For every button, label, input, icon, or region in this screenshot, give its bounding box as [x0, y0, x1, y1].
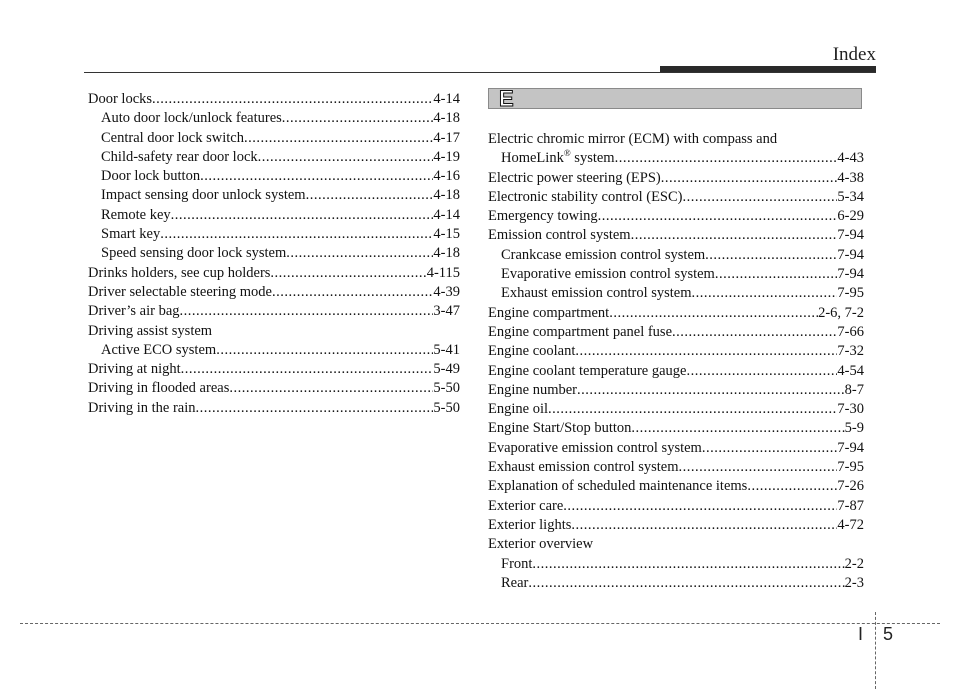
index-entry: [488, 458, 864, 477]
dot-leader: [631, 226, 838, 245]
dot-leader: [528, 574, 844, 593]
index-entry-text: Driver’s air bag: [88, 303, 180, 320]
index-entry: [88, 399, 460, 418]
section-letter-bar: [488, 88, 862, 109]
index-entry-page: 7-94: [837, 266, 864, 283]
section-letter: E: [499, 86, 514, 111]
index-entry-text: Evaporative emission control system: [488, 439, 702, 456]
footer-rule: [20, 623, 940, 624]
index-entry-text: Speed sensing door lock system: [101, 245, 287, 262]
dot-leader: [160, 225, 433, 244]
index-entry: [88, 109, 460, 128]
index-entry-page: 4-38: [837, 169, 864, 186]
index-entry-page: 4-39: [433, 283, 460, 300]
index-entry: [488, 130, 864, 149]
index-entry: [488, 555, 864, 574]
index-entry-page: 7-94: [837, 227, 864, 244]
index-entry-page: 4-18: [433, 110, 460, 127]
dot-leader: [705, 246, 837, 265]
dot-leader: [216, 341, 433, 360]
dot-leader: [571, 516, 837, 535]
index-entry-page: 4-18: [433, 187, 460, 204]
header-accent-bar: [660, 66, 876, 72]
footer-page-number: 5: [883, 624, 894, 644]
index-entry-text: Emission control system: [488, 227, 631, 244]
index-entry-page: 5-50: [433, 399, 460, 416]
index-entry: [88, 167, 460, 186]
registered-mark: ®: [563, 148, 571, 159]
index-entry-page: 4-43: [837, 150, 864, 167]
dot-leader: [286, 244, 433, 263]
index-entry: [488, 381, 864, 400]
index-entry: [488, 516, 864, 535]
index-entry-text: Evaporative emission control system: [501, 266, 715, 283]
index-entry-text: Engine compartment: [488, 304, 610, 321]
dot-leader: [282, 109, 434, 128]
index-entry-text: Central door lock switch: [101, 129, 244, 146]
dot-leader: [679, 458, 838, 477]
index-entry-page: 2-6, 7-2: [818, 304, 864, 321]
index-entry-text: Engine Start/Stop button: [488, 420, 632, 437]
index-entry-page: 7-32: [837, 343, 864, 360]
dot-leader: [306, 186, 434, 205]
index-entry-page: 4-115: [426, 264, 460, 281]
index-entry: [88, 379, 460, 398]
index-entry-text: Engine coolant temperature gauge: [488, 362, 687, 379]
index-entry-page: 2-2: [844, 555, 864, 572]
index-entry-text: Driving in the rain: [88, 399, 196, 416]
index-entry-page: 5-9: [844, 420, 864, 437]
index-right-column: [488, 130, 864, 593]
index-entry-text: Driving at night: [88, 361, 181, 378]
index-entry-page: 7-94: [837, 246, 864, 263]
index-entry-page: 7-30: [837, 401, 864, 418]
index-entry-text: Exterior lights: [488, 516, 572, 533]
index-entry: [488, 265, 864, 284]
index-entry-text: Exhaust emission control system: [501, 285, 692, 302]
index-entry-text: Emergency towing: [488, 208, 598, 225]
dot-leader: [661, 169, 838, 188]
dot-leader: [548, 400, 837, 419]
index-entry: [488, 535, 864, 554]
index-entry: [488, 226, 864, 245]
index-entry-text: Explanation of scheduled maintenance items: [488, 478, 748, 495]
dot-leader: [747, 477, 837, 496]
index-entry-text: Exhaust emission control system: [488, 459, 679, 476]
index-entry-text: Electric power steering (EPS): [488, 169, 661, 186]
index-entry: [488, 284, 864, 303]
index-entry-page: 6-29: [837, 208, 864, 225]
index-entry-text: Front: [501, 555, 533, 572]
index-entry: [88, 322, 460, 341]
index-entry-text: Door lock button: [101, 168, 201, 185]
index-entry-text: Child-safety rear door lock: [101, 148, 258, 165]
index-entry-text: Driving in flooded areas: [88, 380, 230, 397]
index-entry-page: 7-94: [837, 439, 864, 456]
index-entry: [488, 246, 864, 265]
index-entry: [488, 342, 864, 361]
index-entry-page: 5-41: [433, 341, 460, 358]
index-entry: [488, 323, 864, 342]
index-entry-text: Exterior care: [488, 497, 564, 514]
index-entry: [488, 419, 864, 438]
index-entry-text: Active ECO system: [101, 341, 217, 358]
footer-divider: [875, 612, 876, 689]
dot-leader: [575, 342, 837, 361]
index-entry-page: 4-72: [837, 516, 864, 533]
index-entry: [488, 169, 864, 188]
index-entry-text: Remote key: [101, 206, 171, 223]
system-text: system: [570, 150, 615, 167]
index-entry-page: 7-95: [837, 459, 864, 476]
dot-leader: [152, 90, 433, 109]
index-entry-text: [501, 149, 615, 168]
index-entry: [488, 362, 864, 381]
index-entry-page: 7-66: [837, 323, 864, 340]
index-entry-page: 7-87: [837, 497, 864, 514]
dot-leader: [672, 323, 837, 342]
index-entry: [88, 206, 460, 225]
index-entry: [88, 264, 460, 283]
index-entry-text: Drinks holders, see cup holders: [88, 264, 271, 281]
dot-leader: [196, 399, 434, 418]
index-entry-page: 5-49: [433, 361, 460, 378]
dot-leader: [615, 149, 838, 168]
index-entry-text: Electric chromic mirror (ECM) with compass and: [488, 131, 778, 147]
index-entry-page: 4-19: [433, 148, 460, 165]
dot-leader: [229, 379, 433, 398]
index-entry-page: 4-16: [433, 168, 460, 185]
index-entry-text: Driving assist system: [88, 322, 213, 339]
index-entry: [488, 188, 864, 207]
dot-leader: [715, 265, 838, 284]
index-entry-text: Rear: [501, 574, 529, 591]
dot-leader: [171, 206, 434, 225]
dot-leader: [532, 555, 844, 574]
header-rule: [84, 72, 876, 73]
index-left-column: [88, 90, 460, 418]
index-entry: [488, 304, 864, 323]
index-entry: [488, 574, 864, 593]
dot-leader: [631, 419, 844, 438]
dot-leader: [180, 302, 434, 321]
index-entry-page: 7-95: [837, 285, 864, 302]
index-entry-text: Driver selectable steering mode: [88, 283, 272, 300]
page-header-title: Index: [832, 44, 876, 65]
dot-leader: [702, 439, 838, 458]
index-entry: [88, 244, 460, 263]
index-entry-page: 3-47: [433, 303, 460, 320]
index-entry-page: 4-17: [433, 129, 460, 146]
index-entry: [88, 225, 460, 244]
index-entry-text: Engine compartment panel fuse: [488, 323, 673, 340]
index-entry: [488, 149, 864, 168]
dot-leader: [244, 129, 433, 148]
index-entry-page: 4-54: [837, 362, 864, 379]
index-entry: [488, 439, 864, 458]
index-entry-text: Door locks: [88, 91, 153, 107]
dot-leader: [609, 304, 818, 323]
dot-leader: [272, 283, 433, 302]
index-entry-text: Electronic stability control (ESC): [488, 188, 683, 205]
index-entry-page: 4-15: [433, 226, 460, 243]
dot-leader: [598, 207, 838, 226]
dot-leader: [686, 362, 837, 381]
index-entry-page: 8-7: [844, 381, 864, 398]
index-entry: [88, 360, 460, 379]
index-entry: [88, 90, 460, 109]
index-entry: [488, 400, 864, 419]
index-entry-text: Engine number: [488, 381, 577, 398]
index-entry: [88, 341, 460, 360]
dot-leader: [692, 284, 838, 303]
index-entry-page: 2-3: [844, 574, 864, 591]
dot-leader: [683, 188, 838, 207]
index-entry-text: Auto door lock/unlock features: [101, 110, 282, 127]
dot-leader: [563, 497, 837, 516]
index-entry-page: 5-50: [433, 380, 460, 397]
index-entry-text: Engine oil: [488, 401, 549, 418]
homelink-text: HomeLink: [501, 150, 564, 167]
index-entry: [488, 207, 864, 226]
index-entry: [88, 186, 460, 205]
index-entry-page: 4-14: [433, 91, 460, 107]
dot-leader: [200, 167, 433, 186]
index-entry-page: 5-34: [837, 188, 864, 205]
index-entry: [88, 129, 460, 148]
index-entry: [488, 477, 864, 496]
index-entry-text: Crankcase emission control system: [501, 246, 706, 263]
index-entry-page: 4-18: [433, 245, 460, 262]
index-entry: [88, 283, 460, 302]
footer-section-label: I: [858, 624, 864, 644]
index-entry: [88, 148, 460, 167]
index-entry-text: Engine coolant: [488, 343, 576, 360]
index-entry-text: Smart key: [101, 226, 161, 243]
dot-leader: [577, 381, 845, 400]
index-entry-page: 4-14: [433, 206, 460, 223]
dot-leader: [181, 360, 434, 379]
index-entry: [88, 302, 460, 321]
index-entry-text: Exterior overview: [488, 536, 594, 553]
dot-leader: [270, 264, 426, 283]
dot-leader: [258, 148, 434, 167]
index-entry-text: Impact sensing door unlock system: [101, 187, 306, 204]
index-entry: [488, 497, 864, 516]
index-entry-page: 7-26: [837, 478, 864, 495]
